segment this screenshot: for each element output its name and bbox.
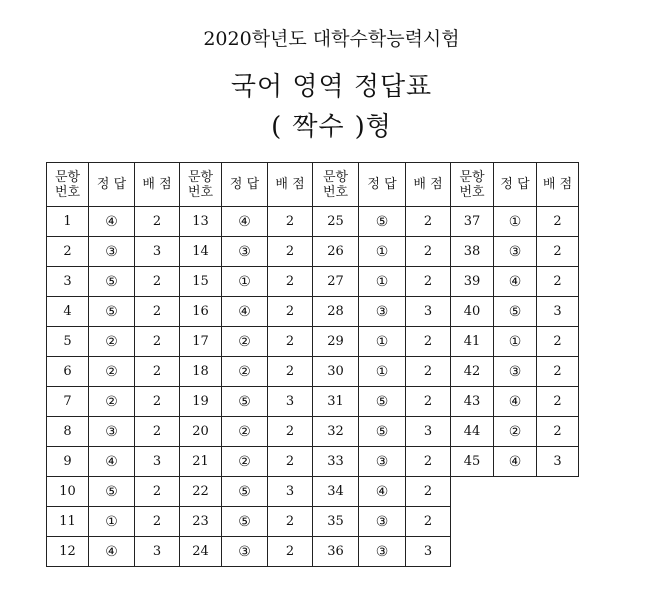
- score-cell: 2: [268, 417, 313, 447]
- empty-cell: [537, 537, 579, 567]
- answer-cell: ④: [222, 297, 268, 327]
- col-header-question-line2: 번호: [54, 184, 81, 200]
- empty-cell: [451, 477, 494, 507]
- question-number-cell: 10: [47, 477, 89, 507]
- score-cell: 2: [135, 267, 180, 297]
- score-cell: 2: [268, 237, 313, 267]
- col-header-answer: 정 답: [89, 163, 135, 207]
- question-number-cell: 20: [180, 417, 222, 447]
- question-number-cell: 22: [180, 477, 222, 507]
- score-cell: 2: [406, 237, 451, 267]
- answer-cell: ③: [494, 357, 537, 387]
- answer-table: [46, 162, 579, 567]
- paren-open: (: [271, 112, 283, 142]
- col-header-question-number: [180, 163, 222, 207]
- answer-cell: ②: [222, 447, 268, 477]
- score-cell: 2: [406, 267, 451, 297]
- answer-cell: ②: [222, 417, 268, 447]
- col-header-answer: 정 답: [359, 163, 406, 207]
- answer-cell: ③: [359, 297, 406, 327]
- paren-close: )형: [354, 112, 392, 142]
- answer-cell: ⑤: [89, 297, 135, 327]
- answer-cell: ①: [359, 357, 406, 387]
- answer-cell: ⑤: [89, 267, 135, 297]
- answer-cell: ①: [494, 327, 537, 357]
- question-number-cell: 2: [47, 237, 89, 267]
- score-cell: 2: [135, 417, 180, 447]
- question-number-cell: 25: [313, 207, 359, 237]
- question-number-cell: 3: [47, 267, 89, 297]
- question-number-cell: 27: [313, 267, 359, 297]
- score-cell: 3: [135, 537, 180, 567]
- answer-cell: ④: [494, 447, 537, 477]
- question-number-cell: 5: [47, 327, 89, 357]
- answer-cell: ④: [89, 537, 135, 567]
- score-cell: 2: [406, 207, 451, 237]
- col-header-answer: 정 답: [494, 163, 537, 207]
- question-number-cell: 44: [451, 417, 494, 447]
- answer-cell: ③: [359, 447, 406, 477]
- answer-cell: ①: [494, 207, 537, 237]
- question-number-cell: 29: [313, 327, 359, 357]
- table-row: [47, 237, 579, 267]
- question-number-cell: 26: [313, 237, 359, 267]
- question-number-cell: 8: [47, 417, 89, 447]
- question-number-cell: 4: [47, 297, 89, 327]
- score-cell: 2: [406, 357, 451, 387]
- score-cell: 2: [268, 447, 313, 477]
- answer-cell: ③: [89, 417, 135, 447]
- exam-title: 2020학년도 대학수학능력시험: [203, 28, 460, 50]
- answer-cell: ①: [89, 507, 135, 537]
- question-number-cell: 23: [180, 507, 222, 537]
- answer-cell: ②: [222, 357, 268, 387]
- table-row: [47, 447, 579, 477]
- score-cell: 2: [135, 507, 180, 537]
- score-cell: 2: [268, 207, 313, 237]
- score-cell: 3: [268, 477, 313, 507]
- answer-cell: ④: [89, 447, 135, 477]
- answer-key-title: 국어 영역 정답표: [230, 72, 433, 102]
- score-cell: 2: [268, 267, 313, 297]
- question-number-cell: 12: [47, 537, 89, 567]
- empty-cell: [494, 477, 537, 507]
- question-number-cell: 13: [180, 207, 222, 237]
- col-header-answer: 정 답: [222, 163, 268, 207]
- answer-cell: ②: [222, 327, 268, 357]
- table-row: [47, 507, 579, 537]
- answer-cell: ②: [89, 327, 135, 357]
- empty-cell: [537, 507, 579, 537]
- col-header-score: 배 점: [268, 163, 313, 207]
- score-cell: 2: [135, 387, 180, 417]
- answer-cell: ①: [359, 237, 406, 267]
- answer-cell: ⑤: [359, 207, 406, 237]
- question-number-cell: 1: [47, 207, 89, 237]
- answer-cell: ⑤: [222, 507, 268, 537]
- answer-cell: ⑤: [222, 477, 268, 507]
- score-cell: 2: [135, 207, 180, 237]
- score-cell: 2: [406, 507, 451, 537]
- score-cell: 2: [268, 327, 313, 357]
- col-header-question-line2: 번호: [459, 184, 485, 200]
- question-number-cell: 43: [451, 387, 494, 417]
- question-number-cell: 9: [47, 447, 89, 477]
- empty-cell: [494, 537, 537, 567]
- table-row: [47, 297, 579, 327]
- score-cell: 2: [406, 327, 451, 357]
- answer-cell: ③: [222, 537, 268, 567]
- score-cell: 3: [406, 417, 451, 447]
- table-row: [47, 357, 579, 387]
- question-number-cell: 19: [180, 387, 222, 417]
- score-cell: 2: [268, 507, 313, 537]
- col-header-question-line2: 번호: [322, 184, 349, 200]
- answer-cell: ④: [494, 387, 537, 417]
- score-cell: 2: [537, 207, 579, 237]
- answer-cell: ①: [222, 267, 268, 297]
- answer-cell: ①: [359, 267, 406, 297]
- score-cell: 3: [537, 297, 579, 327]
- empty-cell: [494, 507, 537, 537]
- question-number-cell: 18: [180, 357, 222, 387]
- table-row: [47, 477, 579, 507]
- question-number-cell: 31: [313, 387, 359, 417]
- question-number-cell: 36: [313, 537, 359, 567]
- score-cell: 2: [406, 477, 451, 507]
- answer-cell: ③: [494, 237, 537, 267]
- answer-cell: ②: [494, 417, 537, 447]
- question-number-cell: 34: [313, 477, 359, 507]
- table-row: [47, 387, 579, 417]
- table-row: [47, 267, 579, 297]
- score-cell: 3: [406, 297, 451, 327]
- col-header-question-line1: 문항: [459, 169, 485, 185]
- score-cell: 3: [537, 447, 579, 477]
- answer-cell: ②: [89, 357, 135, 387]
- question-number-cell: 37: [451, 207, 494, 237]
- question-number-cell: 35: [313, 507, 359, 537]
- col-header-question-line1: 문항: [187, 169, 214, 185]
- question-number-cell: 14: [180, 237, 222, 267]
- answer-cell: ③: [359, 537, 406, 567]
- score-cell: 3: [268, 387, 313, 417]
- question-number-cell: 45: [451, 447, 494, 477]
- question-number-cell: 41: [451, 327, 494, 357]
- question-number-cell: 39: [451, 267, 494, 297]
- score-cell: 2: [135, 477, 180, 507]
- answer-cell: ⑤: [222, 387, 268, 417]
- form-type: 짝수: [292, 112, 345, 142]
- answer-cell: ⑤: [89, 477, 135, 507]
- answer-cell: ⑤: [359, 417, 406, 447]
- col-header-question-number: [451, 163, 494, 207]
- score-cell: 2: [268, 297, 313, 327]
- table-row: [47, 327, 579, 357]
- empty-cell: [451, 537, 494, 567]
- score-cell: 2: [268, 537, 313, 567]
- col-header-question-number: [313, 163, 359, 207]
- score-cell: 3: [135, 447, 180, 477]
- col-header-question-number: [47, 163, 89, 207]
- score-cell: 2: [537, 357, 579, 387]
- question-number-cell: 33: [313, 447, 359, 477]
- question-number-cell: 11: [47, 507, 89, 537]
- col-header-question-line1: 문항: [322, 169, 349, 185]
- table-row: [47, 417, 579, 447]
- question-number-cell: 42: [451, 357, 494, 387]
- score-cell: 2: [135, 357, 180, 387]
- question-number-cell: 32: [313, 417, 359, 447]
- score-cell: 2: [135, 327, 180, 357]
- col-header-score: 배 점: [537, 163, 579, 207]
- question-number-cell: 7: [47, 387, 89, 417]
- answer-cell: ⑤: [494, 297, 537, 327]
- question-number-cell: 28: [313, 297, 359, 327]
- question-number-cell: 40: [451, 297, 494, 327]
- score-cell: 2: [537, 387, 579, 417]
- score-cell: 2: [406, 387, 451, 417]
- score-cell: 3: [406, 537, 451, 567]
- question-number-cell: 15: [180, 267, 222, 297]
- score-cell: 2: [537, 417, 579, 447]
- score-cell: 3: [135, 237, 180, 267]
- answer-cell: ③: [359, 507, 406, 537]
- col-header-question-line2: 번호: [187, 184, 214, 200]
- score-cell: 2: [406, 447, 451, 477]
- table-body: [47, 207, 579, 567]
- score-cell: 2: [268, 357, 313, 387]
- table-row: [47, 537, 579, 567]
- form-type-line: [0, 106, 663, 143]
- empty-cell: [537, 477, 579, 507]
- answer-cell: ②: [89, 387, 135, 417]
- answer-cell: ③: [222, 237, 268, 267]
- question-number-cell: 6: [47, 357, 89, 387]
- answer-cell: ④: [359, 477, 406, 507]
- answer-cell: ④: [89, 207, 135, 237]
- score-cell: 2: [537, 327, 579, 357]
- score-cell: 2: [135, 297, 180, 327]
- empty-cell: [451, 507, 494, 537]
- score-cell: 2: [537, 237, 579, 267]
- question-number-cell: 24: [180, 537, 222, 567]
- score-cell: 2: [537, 267, 579, 297]
- col-header-score: 배 점: [135, 163, 180, 207]
- table-row: [47, 207, 579, 237]
- answer-cell: ①: [359, 327, 406, 357]
- answer-cell: ⑤: [359, 387, 406, 417]
- question-number-cell: 21: [180, 447, 222, 477]
- answer-cell: ④: [494, 267, 537, 297]
- question-number-cell: 30: [313, 357, 359, 387]
- col-header-score: 배 점: [406, 163, 451, 207]
- question-number-cell: 17: [180, 327, 222, 357]
- question-number-cell: 38: [451, 237, 494, 267]
- answer-cell: ③: [89, 237, 135, 267]
- col-header-question-line1: 문항: [54, 169, 81, 185]
- header-row: [47, 163, 579, 207]
- answer-cell: ④: [222, 207, 268, 237]
- question-number-cell: 16: [180, 297, 222, 327]
